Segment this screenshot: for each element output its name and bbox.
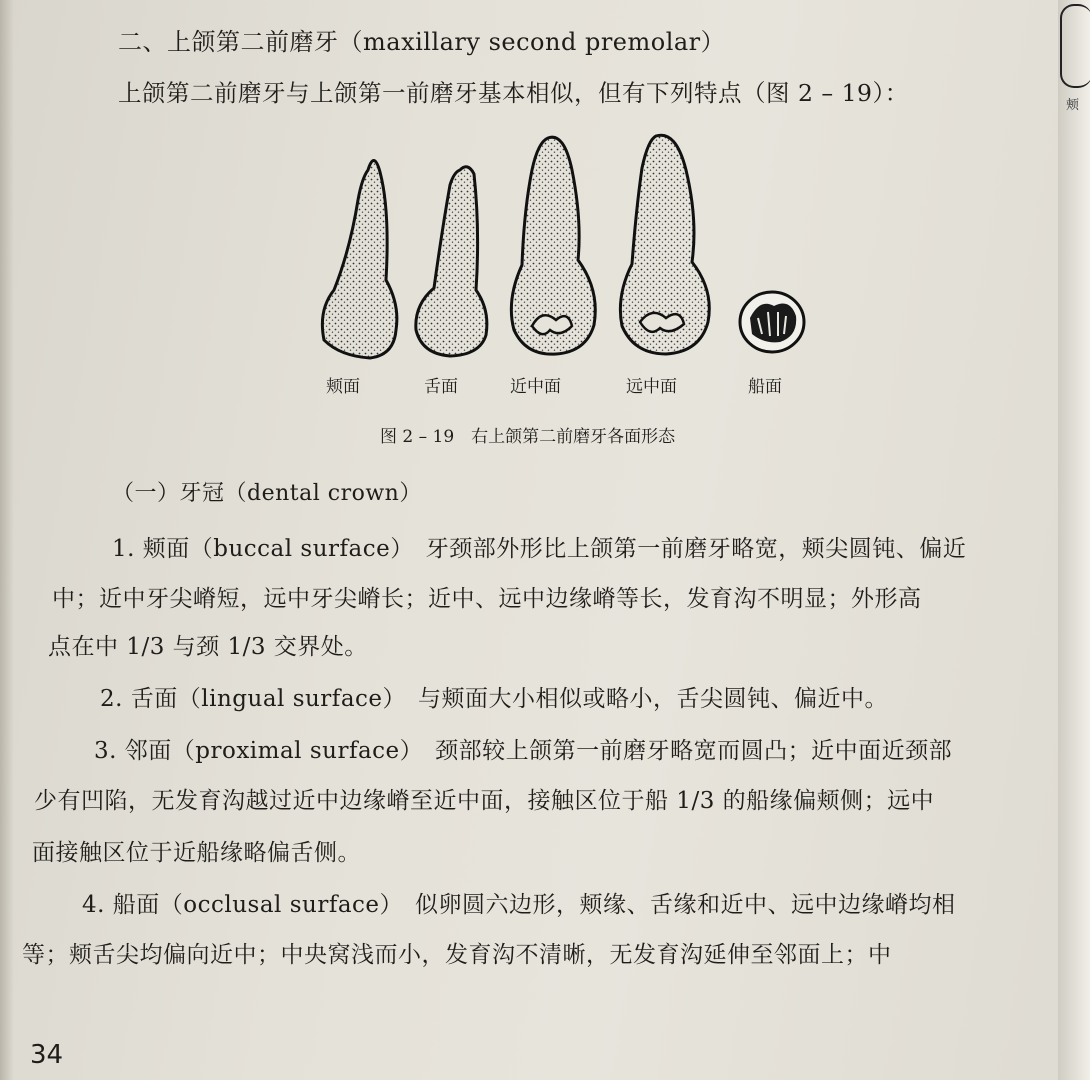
intro-text: 上颌第二前磨牙与上颌第一前磨牙基本相似，但有下列特点（图 2 – 19）： xyxy=(118,79,909,107)
figure-label-occlusal: 船面 xyxy=(748,377,782,397)
tooth-buccal-view xyxy=(322,160,397,358)
tooth-lingual-view xyxy=(416,167,487,356)
para4-line2: 等；颊舌尖均偏向近中；中央窝浅而小，发育沟不清晰，无发育沟延伸至邻面上；中 xyxy=(22,942,892,968)
figure-label-mesial: 近中面 xyxy=(510,377,561,397)
figure-caption: 图 2 – 19 右上颌第二前磨牙各面形态 xyxy=(380,427,676,447)
figure-label-lingual: 舌面 xyxy=(424,377,458,397)
para3-line2: 少有凹陷，无发育沟越过近中边缘嵴至近中面，接触区位于船 1/3 的船缘偏颊侧；远中 xyxy=(34,788,935,814)
para1-line1: 1. 颊面（buccal surface） 牙颈部外形比上颌第一前磨牙略宽，颊尖圆钝、偏近 xyxy=(112,536,967,562)
tooth-figure xyxy=(310,130,810,390)
figure-label-distal: 远中面 xyxy=(626,377,677,397)
para3-line3: 面接触区位于近船缘略偏舌侧。 xyxy=(32,840,361,866)
page-gutter-shadow xyxy=(0,0,14,1080)
adjacent-page-fragment: 颊 xyxy=(1066,98,1080,113)
tooth-occlusal-view xyxy=(740,292,804,352)
subsection-heading: （一）牙冠（dental crown） xyxy=(112,481,422,506)
para4-line1: 4. 船面（occlusal surface） 似卵圆六边形，颊缘、舌缘和近中、远中边缘嵴均相 xyxy=(82,892,956,918)
para2-line1: 2. 舌面（lingual surface） 与颊面大小相似或略小，舌尖圆钝、偏近中。 xyxy=(100,686,889,712)
section-heading: 二、上颌第二前磨牙（maxillary second premolar） xyxy=(118,28,726,56)
tooth-distal-view xyxy=(620,135,709,354)
page-number: 34 xyxy=(30,1040,64,1070)
tooth-mesial-view xyxy=(511,137,595,354)
page-curl-mark xyxy=(1060,4,1090,88)
para3-line1: 3. 邻面（proximal surface） 颈部较上颌第一前磨牙略宽而圆凸；近中面近颈部 xyxy=(94,738,953,764)
para1-line2: 中；近中牙尖嵴短，远中牙尖嵴长；近中、远中边缘嵴等长，发育沟不明显；外形高 xyxy=(52,586,922,612)
para1-line3: 点在中 1/3 与颈 1/3 交界处。 xyxy=(48,634,368,660)
adjacent-page-edge xyxy=(1058,0,1090,1080)
figure-label-buccal: 颊面 xyxy=(326,377,360,397)
